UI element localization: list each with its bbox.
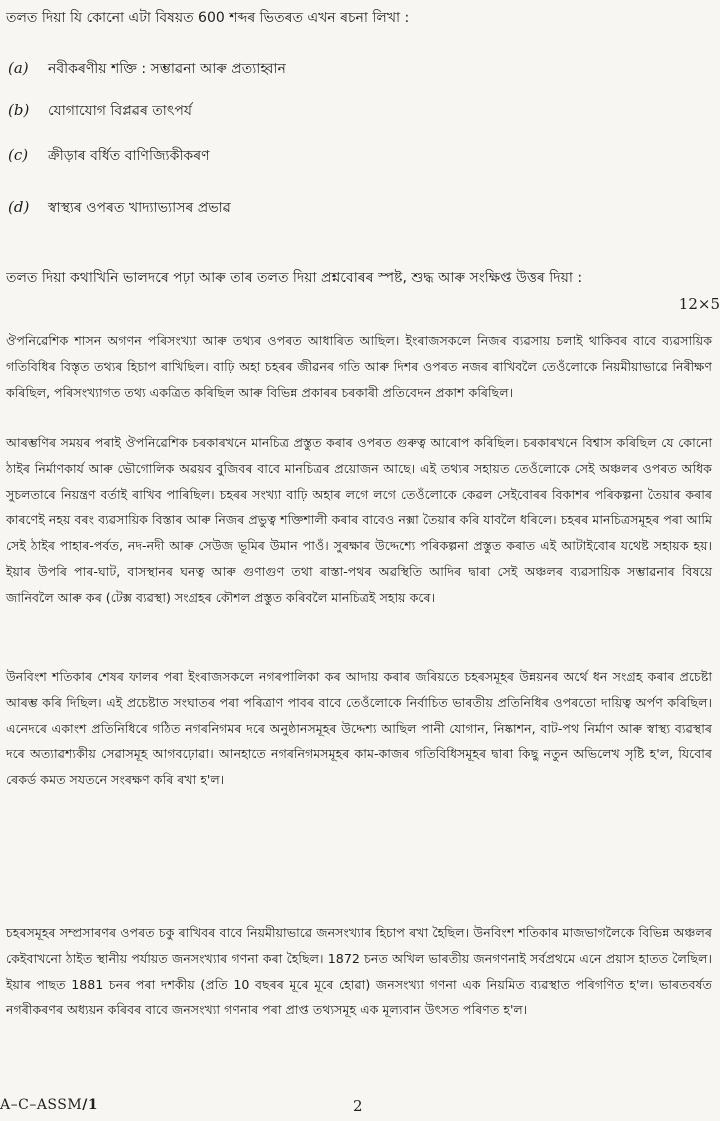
topic-label: (c) xyxy=(8,146,29,164)
paper-code-prefix: A–C–ASSM xyxy=(0,1097,83,1113)
essay-topic-d xyxy=(8,197,231,218)
topic-text: ক্ৰীড়াৰ বৰ্ধিত বাণিজ্যিকীকৰণ xyxy=(48,148,210,164)
passage-paragraph-4: চহৰসমূহৰ সম্প্ৰসাৰণৰ ওপৰত চকু ৰাখিবৰ বাবে নিয়মীয়াভাৱে জনসংখ্যাৰ হিচাপ ৰখা হৈছিল। উনবিংশ শতিকাৰ মাজভাগলৈকে বিভিন্ন অঞ্চলৰ কেইবাখনো ঠাইত স্থানীয় পৰ্যায়ত জনসংখ্যাৰ গণনা কৰা হৈছিল। 1872 চনত অখিল ভাৰতীয় জনগণনাই সৰ্বপ্ৰথমে এনে প্ৰয়াস হাতত লৈছিল। ইয়াৰ পাছত 1881 চনৰ পৰা দশকীয় (প্ৰতি 10 বছৰৰ মূৰে মূৰে হোৱা) জনসংখ্যা গণনা এক নিয়মিত ব্যৱস্থাত পৰিগণিত হ'ল। ভাৰতবৰ্ষত নগৰীকৰণৰ অধ্যয়ন কৰিবৰ বাবে জনসংখ্যা গণনাৰ পৰা প্ৰাপ্ত তথ্যসমূহ এক মূল্যবান উৎসত পৰিণত হ'ল। xyxy=(6,925,712,1018)
topic-label: (d) xyxy=(8,198,30,216)
topic-label: (b) xyxy=(8,101,30,119)
passage-paragraph-1: ঔপনিৱেশিক শাসন অগণন পৰিসংখ্যা আৰু তথ্যৰ ওপৰত আধাৰিত আছিল। ইংৰাজসকলে নিজৰ ব্যৱসায় চলাই থাকিবৰ বাবে ব্যৱসায়িক গতিবিধিৰ বিস্তৃত তথ্যৰ হিচাপ ৰাখিছিল। বাঢ়ি অহা চহৰৰ জীৱনৰ গতি আৰু দিশৰ ওপৰত নজৰ ৰাখিবলৈ তেওঁলোকে নিয়মীয়াভাৱে নিৰীক্ষণ কৰিছিল, পৰিসংখ্যাগত তথ্য একত্ৰিত কৰিছিল আৰু বিভিন্ন প্ৰকাৰৰ চৰকাৰী প্ৰতিবেদন প্ৰকাশ কৰিছিল। xyxy=(6,333,712,400)
topic-text: স্বাস্থ্যৰ ওপৰত খাদ্যাভ্যাসৰ প্ৰভাৱ xyxy=(48,200,231,216)
essay-topic-a xyxy=(8,58,286,79)
paper-code-suffix: /1 xyxy=(82,1097,99,1113)
essay-topic-b xyxy=(8,100,192,121)
essay-topic-c xyxy=(8,145,210,166)
marks-allocation: 12×5 xyxy=(678,295,720,313)
essay-instruction: তলত দিয়া যি কোনো এটা বিষয়ত 600 শব্দৰ ভিতৰত এখন ৰচনা লিখা : xyxy=(6,10,410,26)
topic-text: নবীকৰণীয় শক্তি : সম্ভাৱনা আৰু প্ৰত্যাহ্বান xyxy=(48,61,286,77)
page-number: 2 xyxy=(353,1097,363,1115)
passage-paragraph-2: আৰম্ভণিৰ সময়ৰ পৰাই ঔপনিৱেশিক চৰকাৰখনে মানচিত্ৰ প্ৰস্তুত কৰাৰ ওপৰত গুৰুত্ব আৰোপ কৰিছিল। চৰকাৰখনে বিশ্বাস কৰিছিল যে কোনো ঠাইৰ নিৰ্মাণকাৰ্য আৰু ভৌগোলিক অৱয়ব বুজিবৰ বাবে মানচিত্ৰৰ প্ৰয়োজন আছে। এই তথ্যৰ সহায়ত তেওঁলোকে সেই অঞ্চলৰ ওপৰত অধিক সুচলতাৰে নিয়ন্ত্ৰণ বৰ্তাই ৰাখিব পাৰিছিল। চহৰৰ সংখ্যা বাঢ়ি অহাৰ লগে লগে তেওঁলোকে কেৱল সেইবোৰৰ বিকাশৰ পৰিকল্পনা তৈয়াৰ কৰাৰ কাৰণেই নহয় বৰং ব্যৱসায়িক বিস্তাৰ আৰু নিজৰ প্ৰভুত্ব শক্তিশালী কৰাৰ বাবেও নক্সা তৈয়াৰ কৰি যাবলৈ ধৰিলে। চহৰৰ মানচিত্ৰসমূহৰ পৰা আমি সেই ঠাইৰ পাহাৰ-পৰ্বত, নদ-নদী আৰু সেউজ ভূমিৰ উমান পাওঁ। সুৰক্ষাৰ উদ্দেশ্যে পৰিকল্পনা প্ৰস্তুত কৰাত এই আটাইবোৰ যথেষ্ট সহায়ক হয়। ইয়াৰ উপৰি পাৰ-ঘাট, বাসস্থানৰ ঘনত্ব আৰু গুণাগুণ তথা ৰাস্তা-পথৰ অৱস্থিতি আদিৰ দ্বাৰা সেই অঞ্চলৰ ব্যৱসায়িক সম্ভাৱনাৰ বিষয়ে জানিবলৈ আৰু কৰ (টেক্স ব্যৱস্থা) সংগ্ৰহৰ কৌশল প্ৰস্তুত কৰিবলৈ মানচিত্ৰই সহায় কৰে। xyxy=(6,435,712,605)
comprehension-instruction: তলত দিয়া কথাখিনি ভালদৰে পঢ়া আৰু তাৰ তলত দিয়া প্ৰশ্নবোৰৰ স্পষ্ট, শুদ্ধ আৰু সংক্ষিপ্ত উত্তৰ দিয়া : xyxy=(6,270,583,286)
paper-code xyxy=(0,1097,98,1113)
topic-label: (a) xyxy=(8,59,29,77)
passage-paragraph-3: উনবিংশ শতিকাৰ শেষৰ ফালৰ পৰা ইংৰাজসকলে নগৰপালিকা কৰ আদায় কৰাৰ জৰিয়তে চহৰসমূহৰ উন্নয়নৰ অৰ্থে ধন সংগ্ৰহ কৰাৰ প্ৰচেষ্টা আৰম্ভ কৰি দিছিল। এই প্ৰচেষ্টাত সংঘাতৰ পৰা পৰিত্ৰাণ পাবৰ বাবে তেওঁলোকে নিৰ্বাচিত ভাৰতীয় প্ৰতিনিধিৰ ওপৰতো দায়িত্ব অৰ্পণ কৰিছিল। এনেদৰে একাংশ প্ৰতিনিধিৰে গঠিত নগৰনিগমৰ দৰে অনুষ্ঠানসমূহৰ উদ্দেশ্য আছিল পানী যোগান, নিষ্কাশন, বাট-পথ নিৰ্মাণ আৰু স্বাস্থ্য ব্যৱস্থাৰ দৰে অত্যাৱশ্যকীয় সেৱাসমূহ আগবঢ়োৱা। আনহাতে নগৰনিগমসমূহৰ কাম-কাজৰ গতিবিধিসমূহৰ দ্বাৰা কিছু নতুন অভিলেখ সৃষ্টি হ'ল, যিবোৰ ৰেকৰ্ড কমত সযতনে সংৰক্ষণ কৰি ৰখা হ'ল। xyxy=(6,669,712,788)
topic-text: যোগাযোগ বিপ্লৱৰ তাৎপৰ্য xyxy=(48,103,192,119)
